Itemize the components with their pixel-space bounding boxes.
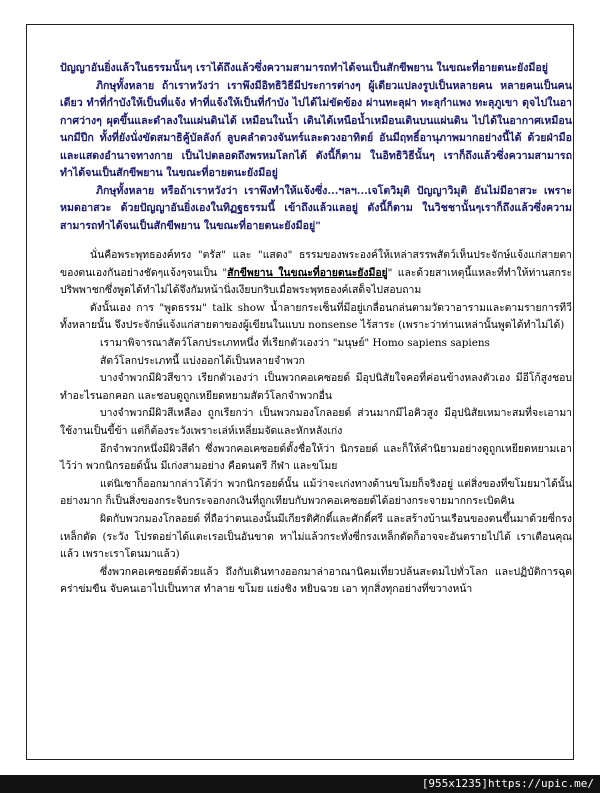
body-paragraph-7: อีกจำพวกหนึ่งมีผิวสีดำ ซึ่งพวกคอเคซอยด์ตั้งชื่อให้ว่า นิกรอยด์ และก็ให้คำนิยามอย่างดูถูกเหยียดหยามเอาไว้ว่า พวกนิกรอยด์นั้น มีเก่งสามอย่าง คือดนตรี กีฬา และขโมย bbox=[60, 442, 572, 473]
document-content bbox=[60, 60, 572, 599]
body-paragraph-10: ซึ่งพวกคอเคซอยด์ด้วยแล้ว ถึงกับเดินทางออกมาล่าอาณานิคมเที่ยวปล้นสะดมไปทั่วโลก และปฏิบัติการฉุดคร่าข่มขืน จับคนเอาไปเป็นทาส ทำลาย ขโมย แย่งชิง หยิบฉวย เอา ทุกสิ่งทุกอย่างที่ขวางหน้า bbox=[60, 565, 572, 596]
body-paragraph-8: แต่นิเซาก็ออกมากล่าวโต้ว่า พวกนิกรอยด์นั้น แม้ว่าจะเก่งทางด้านขโมยก็จริงอยู่ แต่สิ่งของที่ขโมยมาได้นั้น อย่างมาก ก็เป็นสิ่งของกระจิบกระจอกงกเงินที่ถูกเทียบกับพวกคอเคซอยด์ได้อย่างกระจายมากกระเบิดคิน bbox=[60, 477, 572, 508]
body-paragraph-5: บางจำพวกมีผิวสีขาว เรียกตัวเองว่า เป็นพวกคอเคซอยด์ มีอุปนิสัยใจคอที่ค่อนข้างหลงตัวเอง มีอีโก้สูงชอบทำอะไรนอกคอก และชอบดูถูกเหยียดหยามสัตว์โลกจำพวกอื่น bbox=[60, 372, 572, 402]
quote-paragraph-3: ภิกษุทั้งหลาย หรือถ้าเราหวังว่า เราพึงทำให้แจ้งซึ่ง...ฯลฯ...เจโตวิมุติ ปัญญาวิมุติ อันไม่มีอาสวะ เพราะหมดอาสวะ ด้วยปัญญาอันยิ่งเองในทิฏฐธรรมนี้ เข้าถึงแล้วแลอยู่ ดังนี้ก็ตาม ในวิชชานั้นๆเราก็ถึงแล้วซึ่งความสามารถทำได้จนเป็นสักขีพยาน ในขณะที่อายตนะยังมีอยู่" bbox=[60, 184, 572, 232]
commentary-text bbox=[60, 247, 572, 599]
body-paragraph-9: ผิดกับพวกมองโกลอยด์ ที่ถือว่าตนเองนั้นมีเกียรติศักดิ์และศักดิ์ศรี และสร้างบ้านเรือนของตนขึ้นมาด้วยซี่กรงเหล็กดัด (ระวัง โปรดอย่าได้แตะเรอเป็นอันขาด หาไม่แล้วกระทั่งซี่กรงเหล็กดัดก็อาจจะอันตรายไปได้ เราเตือนคุณแล้ว เพราะเราโดนมาแล้ว) bbox=[60, 512, 572, 561]
body-paragraph-1 bbox=[60, 247, 572, 300]
body-paragraph-2: ดังนั้นเอง การ "พูดธรรม" talk show น้ำลายกระเซ็นที่มีอยู่เกลื่อนกล่นตามวัดวาอารามและตามรายการทีวีทั้งหลายนั้น จึงประจักษ์แจ้งแก่สายตาของผู้เขียนในแบบ nonsense ไร้สาระ (เพราะว่าท่านเหล่านั้นพูดได้ทำไม่ได้) bbox=[60, 301, 572, 332]
quoted-sutta-passage bbox=[60, 60, 572, 235]
body-paragraph-1-end: " และด้วยสาเหตุนี้แหละที่ทำให้ท่านสกระปริพพาชกซึ่งพูดได้ทำไม่ได้จึงกัมหน้านิ่งเงียบกริบเมื่อพระพุทธองค์เสด็จไปสอบถาม bbox=[60, 266, 573, 297]
body-paragraph-3: เรามาพิจารณาสัตว์โลกประเภทหนึ่ง ที่เรียกตัวเองว่า "มนุษย์" Homo sapiens sapiens bbox=[100, 336, 490, 349]
underlined-phrase: สักขีพยาน ในขณะที่อายตนะยังมีอยู่ bbox=[227, 266, 388, 279]
image-host-watermark: [955x1235]https://upic.me/ bbox=[421, 777, 594, 790]
quote-paragraph-2: ภิกษุทั้งหลาย ถ้าเราหวังว่า เราพึงมีอิทธิวิธีมีประการต่างๆ ผู้เดียวแปลงรูปเป็นหลายคน หลายคนเป็นคนเดียว ทำที่กำบังให้เป็นที่แจ้ง ทำที่แจ้งให้เป็นที่กำบัง ไปได้ไม่ขัดข้อง ผ่านทะลุฝา ทะลุกำแพง ทะลุภูเขา ดุจไปในอากาศว่างๆ ผุดขึ้นและดำลงในแผ่นดินได้ เหมือนในน้ำ เดินได้เหนือน้ำเหมือนเดินบนแผ่นดิน ไปได้ในอากาศเหมือนนกมีปีก ทั้งที่ยังนั่งขัดสมาธิคู้บัลลังก์ ลูบคลำดวงจันทร์และดวงอาทิตย์ อันมีฤทธิ์อานุภาพมากอย่างนี้ได้ ด้วยฝ่ามือ และแสดงอำนาจทางกาย เป็นไปตลอดถึงพรหมโลกได้ ดังนี้ก็ตาม ในอิทธิวิธีนั้นๆ เราก็ถึงแล้วซึ่งความสามารถทำได้จนเป็นสักขีพยาน ในขณะที่อายตนะยังมีอยู่ bbox=[60, 79, 572, 179]
body-paragraph-1-start: นั่นคือพระพุทธองค์ทรง "ตรัส" และ "แสดง" ธรรมของพระองค์ให้เหล่าสรรพสัตว์เห็นประจักษ์แจ้งแก่สายตาของตนเองกันอย่างชัดๆแจ้งๆจนเป็น " bbox=[60, 249, 572, 279]
body-paragraph-6: บางจำพวกมีผิวสีเหลือง ถูกเรียกว่า เป็นพวกมองโกลอยด์ ส่วนมากมีไอคิวสูง มีอุปนิสัยเหมาะสมที่จะเอามาใช้งานเป็นขี้ข้า แต่ก็ต้องระวังเพราะเล่ห์เหลี่ยมจัดและหักหลังเก่ง bbox=[60, 407, 572, 437]
body-paragraph-4: สัตว์โลกประเภทนี้ แบ่งออกได้เป็นหลายจำพวก bbox=[100, 354, 305, 367]
quote-paragraph-1: ปัญญาอันยิ่งแล้วในธรรมนั้นๆ เราได้ถึงแล้วซึ่งความสามารถทำได้จนเป็นสักขีพยาน ในขณะที่อายตนะยังมีอยู่ bbox=[60, 62, 548, 74]
